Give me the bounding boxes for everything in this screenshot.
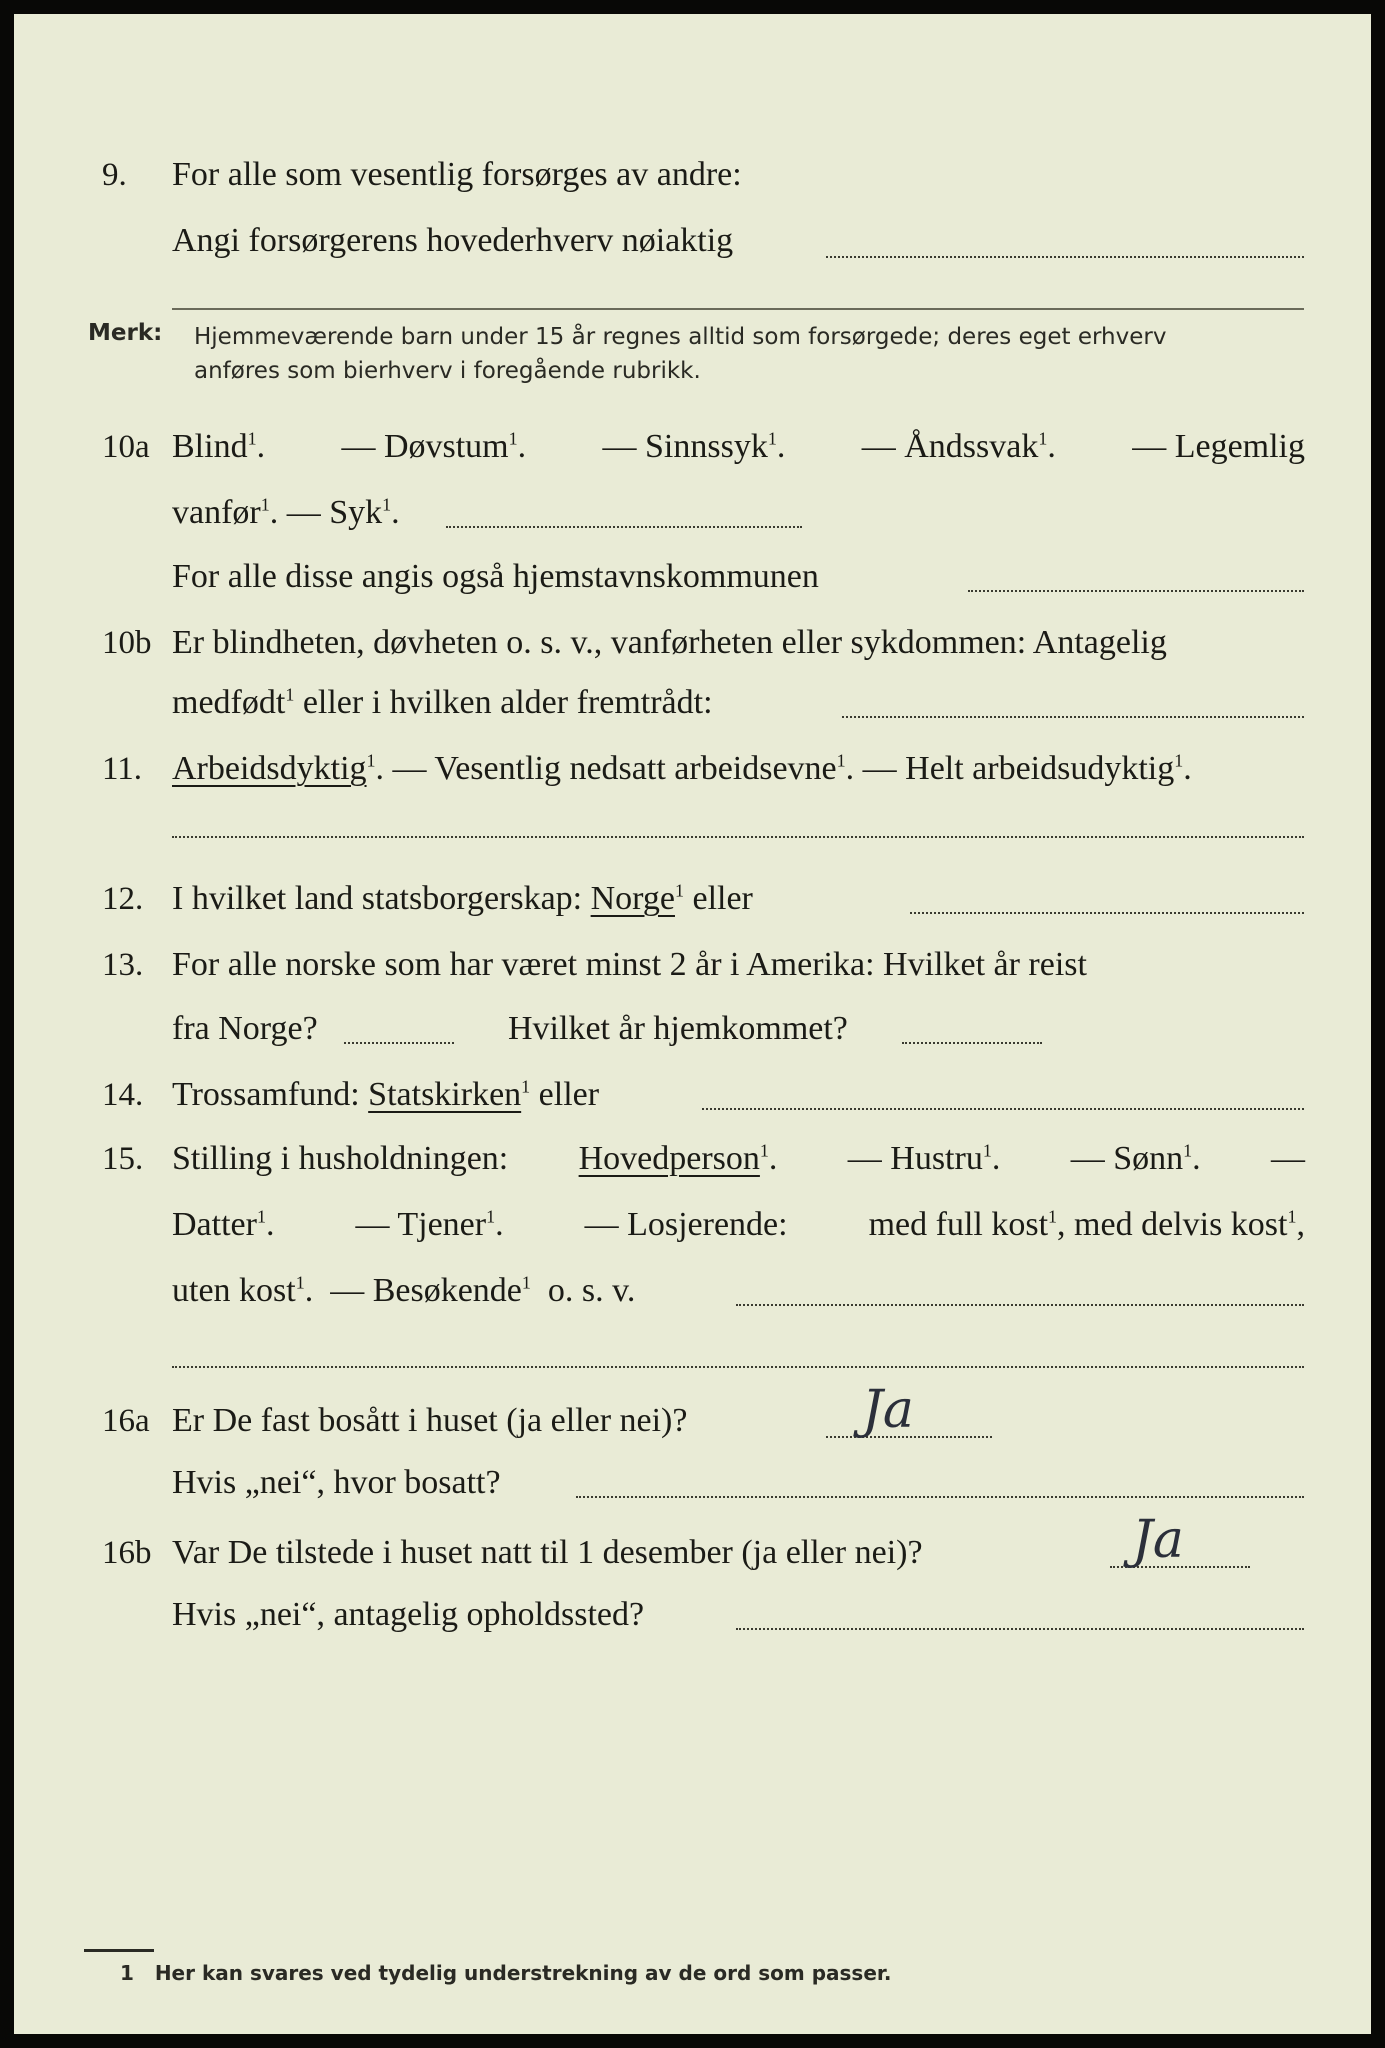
- question-15: [14, 1134, 1371, 1194]
- option-legemlig: — Legemlig: [1132, 428, 1305, 465]
- answer-line[interactable]: [910, 912, 1304, 914]
- note-line: Hjemmeværende barn under 15 år regnes alltid som forsørgede; deres eget erhverv: [194, 324, 1167, 350]
- question-text: I hvilket land statsborgerskap: Norge$^1$ eller: [172, 880, 753, 917]
- question-number: 14.: [102, 1077, 144, 1113]
- note-label: Merk:: [88, 320, 163, 346]
- answer-line[interactable]: [344, 1042, 454, 1044]
- question-10a-line3: [14, 552, 1371, 612]
- answer-line[interactable]: [736, 1628, 1304, 1630]
- answer-line[interactable]: [736, 1304, 1304, 1306]
- question-number: 13.: [102, 947, 144, 983]
- answer-line[interactable]: [576, 1496, 1304, 1498]
- option-norge-selected[interactable]: Norge: [590, 880, 675, 917]
- question-text: Angi forsørgerens hovederhverv nøiaktig: [172, 222, 734, 259]
- question-16b-line2: [14, 1590, 1371, 1650]
- question-text: fra Norge?: [172, 1010, 318, 1047]
- footnote: [120, 1961, 892, 1985]
- question-10b-line2: [14, 678, 1371, 738]
- question-14: [14, 1070, 1371, 1130]
- question-options: Datter$^1$. — Tjener$^1$. — Losjerende: med full kost$^1$, med delvis kost$^1$,: [172, 1206, 1305, 1243]
- question-text: For alle disse angis også hjemstavnskommunen: [172, 558, 819, 595]
- option-sinnssyk: — Sinnssyk$^1$.: [602, 428, 786, 465]
- question-text: Var De tilstede i huset natt til 1 desember (ja eller nei)?: [172, 1534, 923, 1571]
- footnote-mark: 1: [120, 1961, 134, 1985]
- answer-line[interactable]: [826, 256, 1304, 258]
- answer-line[interactable]: [702, 1108, 1304, 1110]
- question-15-line3: [14, 1266, 1371, 1326]
- question-16a-line2: [14, 1458, 1371, 1518]
- question-options: Stilling i husholdningen: Hovedperson$^1$. — Hustru$^1$. — Sønn$^1$. —: [172, 1140, 1305, 1177]
- option-arbeidsdyktig-selected[interactable]: Arbeidsdyktig: [172, 750, 367, 787]
- option-nedsatt[interactable]: — Vesentlig nedsatt arbeidsevne: [392, 750, 837, 787]
- question-text: Hvis „nei“, hvor bosatt?: [172, 1464, 501, 1501]
- question-11: [14, 744, 1371, 804]
- separator-rule: [172, 308, 1304, 310]
- question-options: Arbeidsdyktig$^1$. — Vesentlig nedsatt arbeidsevne$^1$. — Helt arbeidsudyktig$^1$.: [172, 750, 1192, 787]
- question-number: 12.: [102, 881, 144, 917]
- note-text: [194, 320, 1314, 388]
- handwritten-answer: Ja: [862, 1380, 914, 1440]
- note-line: anføres som bierhverv i foregående rubrikk.: [194, 358, 701, 384]
- question-12: [14, 874, 1371, 934]
- question-number: 11.: [102, 751, 143, 787]
- option-statskirken-selected[interactable]: Statskirken: [368, 1076, 522, 1113]
- question-text: For alle norske som har været minst 2 år i Amerika: Hvilket år reist: [172, 946, 1087, 983]
- answer-line[interactable]: [446, 526, 802, 528]
- answer-line[interactable]: [172, 836, 1304, 838]
- answer-line[interactable]: [968, 590, 1304, 592]
- question-options: vanfør$^1$. — Syk$^1$.: [172, 494, 400, 531]
- footnote-rule: [84, 1949, 154, 1952]
- question-13: [14, 940, 1371, 1000]
- footnote-text: Her kan svares ved tydelig understrekning av de ord som passer.: [154, 1961, 892, 1985]
- question-text: Er De fast bosått i huset (ja eller nei)?: [172, 1402, 688, 1439]
- answer-line[interactable]: [172, 1366, 1304, 1368]
- question-text: Trossamfund: Statskirken$^1$ eller: [172, 1076, 600, 1113]
- option-dovstum: — Døvstum$^1$.: [341, 428, 527, 465]
- handwritten-answer: Ja: [1132, 1510, 1184, 1570]
- question-10b: [14, 618, 1371, 678]
- answer-line[interactable]: [842, 716, 1304, 718]
- question-9-line2: [14, 216, 1371, 276]
- question-number: 10a: [102, 429, 150, 465]
- question-options: uten kost$^1$. — Besøkende$^1$ o. s. v.: [172, 1272, 636, 1309]
- question-16a: [14, 1396, 1371, 1456]
- question-10a: [14, 422, 1371, 482]
- question-text: medfødt$^1$ eller i hvilken alder fremtrådt:: [172, 684, 713, 721]
- option-blind: Blind$^1$.: [172, 428, 266, 465]
- question-9: [14, 150, 1371, 210]
- question-13-line2: [14, 1004, 1371, 1064]
- question-number: 10b: [102, 625, 152, 661]
- question-text: For alle som vesentlig forsørges av andre:: [172, 156, 742, 193]
- question-options: [172, 422, 1305, 472]
- question-10a-line2: [14, 488, 1371, 548]
- question-text: Er blindheten, døvheten o. s. v., vanførheten eller sykdommen: Antagelig: [172, 624, 1167, 661]
- question-number: 16a: [102, 1403, 150, 1439]
- census-form-page: [14, 14, 1371, 2034]
- question-15-line2: [14, 1200, 1371, 1260]
- option-udyktig[interactable]: — Helt arbeidsudyktig: [862, 750, 1175, 787]
- option-hovedperson-selected[interactable]: Hovedperson: [578, 1140, 760, 1177]
- question-text: Hvis „nei“, antagelig opholdssted?: [172, 1596, 645, 1633]
- question-number: 9.: [102, 157, 127, 193]
- question-text: Hvilket år hjemkommet?: [508, 1010, 848, 1047]
- answer-line[interactable]: [902, 1042, 1042, 1044]
- option-andssvak: — Åndssvak$^1$.: [861, 428, 1056, 465]
- question-number: 16b: [102, 1535, 152, 1571]
- question-number: 15.: [102, 1141, 144, 1177]
